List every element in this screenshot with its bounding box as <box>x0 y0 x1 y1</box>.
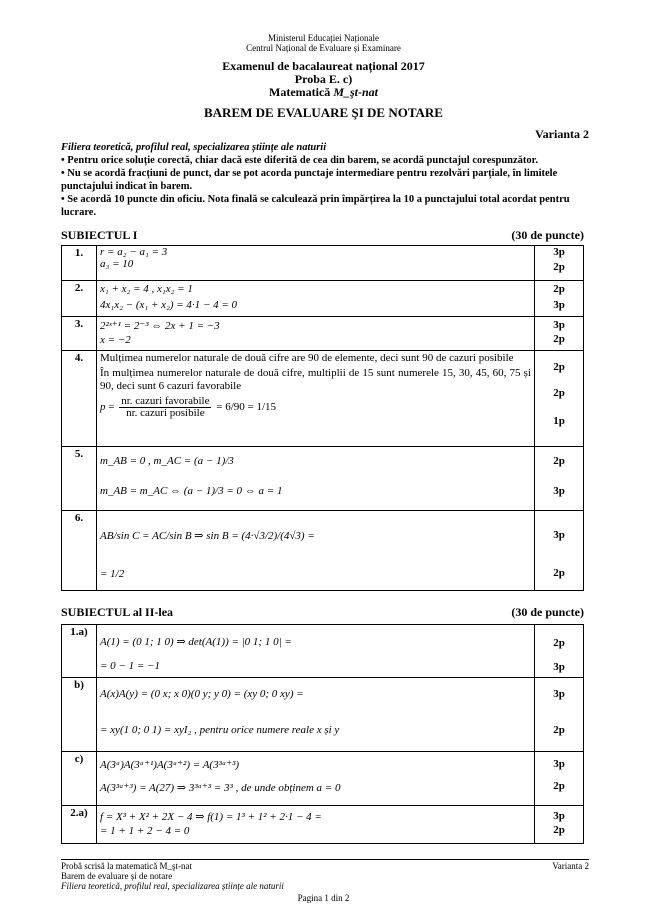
note-3: • Se acordă 10 puncte din oficiu. Nota finală se calculează prin împărțirea la 10 a punctajului total acordat pentru lucrare. <box>61 194 570 218</box>
table-row: 4. Mulțimea numerelor naturale de două cifre are 90 de elemente, deci sunt 90 de cazuri posibile În mulțimea numerelor naturale de două cifre, multiplii de 15 sunt numerele 15, 30, 45, 60, 75 și 90, deci sunt 6 cazuri favorabile p = $\frac{\text{nr. cazuri favorabile}}{\text{nr. cazuri posibile}}$ = 6/90 = 1/15 2p 2p 1p <box>62 351 584 447</box>
footer-line-2: Barem de evaluare și de notare <box>61 871 173 881</box>
table-row: 5. m_AB = 0 , m_AC = (a − 1)/3 m_AB = m_AC ⇔ (a − 1)/3 = 0 ⇔ a = 1 2p 3p <box>62 447 584 511</box>
table-row: 1.a) A(1) = (0 1; 1 0) ⇒ det(A(1)) = |0 1; 1 0| = = 0 − 1 = −1 2p 3p <box>62 625 584 678</box>
ministry-name: Ministerul Educației Naționale <box>268 33 379 43</box>
table-row: 6. AB/sin C = AC/sin B ⇒ sin B = (4·√3/2)/(4√3) = = 1/2 3p 2p <box>62 511 584 591</box>
footer-line-3: Filiera teoretică, profilul real, specializarea științe ale naturii <box>61 881 284 891</box>
table-row: 2. x₁ + x₂ = 4 , x₁x₂ = 1 4x₁x₂ − (x₁ + x₂) = 4·1 − 4 = 0 2p 3p <box>62 281 584 317</box>
filiera-note: Filiera teoretică, profilul real, specializarea științe ale naturii <box>61 142 327 153</box>
subiect-1-heading: SUBIECTUL I (30 de puncte) <box>61 228 584 242</box>
barem-title: BAREM DE EVALUARE ŞI DE NOTARE <box>204 105 443 120</box>
subiect-2-table <box>61 624 584 844</box>
page-number: Pagina 1 din 2 <box>297 893 350 903</box>
table-row: 2.a) f = X³ + X² + 2X − 4 ⇒ f(1) = 1³ + 1² + 2·1 − 4 = = 1 + 1 + 2 − 4 = 0 3p 2p <box>62 806 584 844</box>
notes-block <box>61 141 589 219</box>
table-row: 3. 2²ˣ⁺¹ = 2⁻³ ⇔ 2x + 1 = −3 x = −2 3p 2p <box>62 317 584 351</box>
note-1: • Pentru orice soluție corectă, chiar dacă este diferită de cea din barem, se acordă punctajul corespunzător. <box>61 155 538 166</box>
note-2: • Nu se acordă fracțiuni de punct, dar se pot acorda punctaje intermediare pentru rezolvări parțiale, în limitele punctajului indicat în barem. <box>61 168 558 192</box>
footer-line-1: Probă scrisă la matematică M_şt-nat <box>61 861 192 871</box>
footer <box>61 861 591 891</box>
center-name: Centrul Național de Evaluare și Examinare <box>246 43 401 53</box>
table-row: c) A(3ᵃ)A(3ᵃ⁺¹)A(3ᵃ⁺²) = A(3³ᵃ⁺³) A(3³ᵃ⁺³) = A(27) ⇒ 3³ᵃ⁺³ = 3³ , de unde obținem a = 0 3p 2p <box>62 752 584 806</box>
table-row: 1. r = a₂ − a₁ = 3 a₃ = 10 3p 2p <box>62 246 584 281</box>
varianta-label: Varianta 2 <box>535 127 589 141</box>
proba-title: Proba E. c) <box>294 72 353 86</box>
subject-title: Matematică M_şt-nat <box>269 85 378 99</box>
table-row: b) A(x)A(y) = (0 x; x 0)(0 y; y 0) = (xy 0; 0 xy) = = xy(1 0; 0 1) = xyI₂ , pentru orice numere reale x și y 3p 2p <box>62 678 584 752</box>
subiect-1-table <box>61 245 584 591</box>
exam-title: Examenul de bacalaureat național 2017 <box>222 59 425 73</box>
probability-fraction: $\frac{\text{nr. cazuri favorabile}}{\text{nr. cazuri posibile}}$ <box>121 395 210 419</box>
subiect-2-heading: SUBIECTUL al II-lea (30 de puncte) <box>61 605 584 619</box>
footer-varianta: Varianta 2 <box>552 861 589 871</box>
footer-divider <box>61 859 589 860</box>
